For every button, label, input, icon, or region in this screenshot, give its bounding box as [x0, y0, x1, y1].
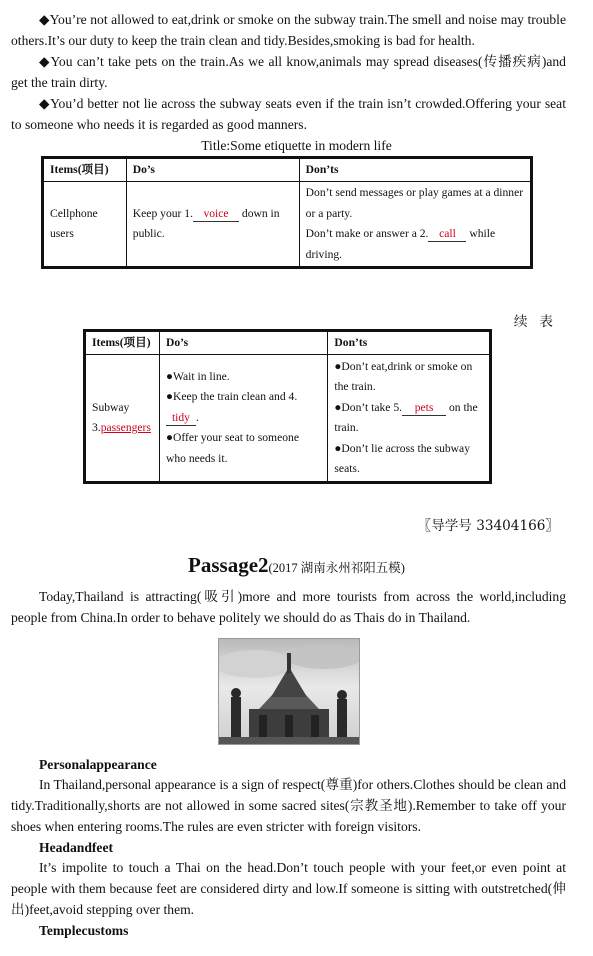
bullet-icon: ◆	[39, 96, 51, 111]
bullet-icon: ◆	[39, 12, 50, 27]
answer-4: tidy	[166, 410, 196, 426]
temple-image-icon	[219, 639, 359, 744]
answer-2: call	[428, 226, 466, 242]
rule-paragraph-3: ◆You’d better not lie across the subway seats even if the train isn’t crowded.Offering your seat to someone who needs it is regarded as good manners.	[11, 96, 566, 132]
bullet-icon: ◆	[39, 54, 51, 69]
passage-intro: Today,Thailand is attracting(吸引)more and more tourists from across the world,including people from China.In order to behave politely we should do as Thais do in Thailand.	[11, 589, 566, 625]
donts-cell: ●Don’t eat,drink or smoke on the train. ●Don’t take 5. pets on the train. ●Don’t lie across the subway seats.	[328, 355, 491, 483]
answer-1: voice	[193, 206, 239, 222]
header-items: Items(项目)	[85, 331, 160, 355]
answer-5: pets	[402, 400, 446, 416]
dos-cell: Keep your 1. voice down in public.	[126, 182, 299, 268]
section-heading-head-feet: Headandfeet	[39, 840, 114, 855]
answer-3: passengers	[100, 421, 151, 434]
section-text-appearance: In Thailand,personal appearance is a sign of respect(尊重)for others.Clothes should be clean and tidy.Traditionally,shorts are not allowed in some sacred sites(宗教圣地).Remember to take off your shoes when entering rooms.The rules are even stricter with foreign visitors.	[11, 777, 566, 834]
table-title: Title:Some etiquette in modern life	[201, 138, 392, 153]
section-heading-appearance: Personalappearance	[39, 757, 157, 772]
header-donts: Don’ts	[328, 331, 491, 355]
section-text-head-feet: It’s impolite to touch a Thai on the head.Don’t touch people with your feet,or even point at people with them because feet are considered dirty and low.If someone is sitting with outstretched(伸出)feet,avoid stepping over them.	[11, 860, 566, 917]
passage-source: (2017 湖南永州祁阳五模)	[268, 561, 405, 575]
header-donts: Don’ts	[299, 158, 531, 182]
header-items: Items(项目)	[43, 158, 127, 182]
passage-title: Passage2	[188, 553, 269, 577]
etiquette-table-1	[41, 156, 533, 269]
header-dos: Do’s	[126, 158, 299, 182]
thai-temple-photo	[218, 638, 360, 745]
passage-heading	[0, 553, 593, 578]
section-heading-temple: Templecustoms	[39, 923, 129, 938]
guide-number: 〖导学号 33404166〗	[417, 518, 559, 534]
rule-paragraph-2: ◆You can’t take pets on the train.As we all know,animals may spread diseases(传播疾病)and get the train dirty.	[11, 54, 566, 90]
continued-label: 续表	[513, 314, 565, 330]
dos-cell: ●Wait in line. ●Keep the train clean and 4. tidy . ●Offer your seat to someone who needs it.	[159, 355, 327, 483]
etiquette-table-2	[83, 329, 492, 484]
item-cell: Subway 3.passengers	[85, 355, 160, 483]
item-cell: Cellphone users	[43, 182, 127, 268]
donts-cell: Don’t send messages or play games at a dinner or a party. Don’t make or answer a 2. call while driving.	[299, 182, 531, 268]
header-dos: Do’s	[159, 331, 327, 355]
rule-paragraph-1: ◆You’re not allowed to eat,drink or smoke on the subway train.The smell and noise may trouble others.It’s our duty to keep the train clean and tidy.Besides,smoking is bad for health.	[11, 12, 566, 48]
